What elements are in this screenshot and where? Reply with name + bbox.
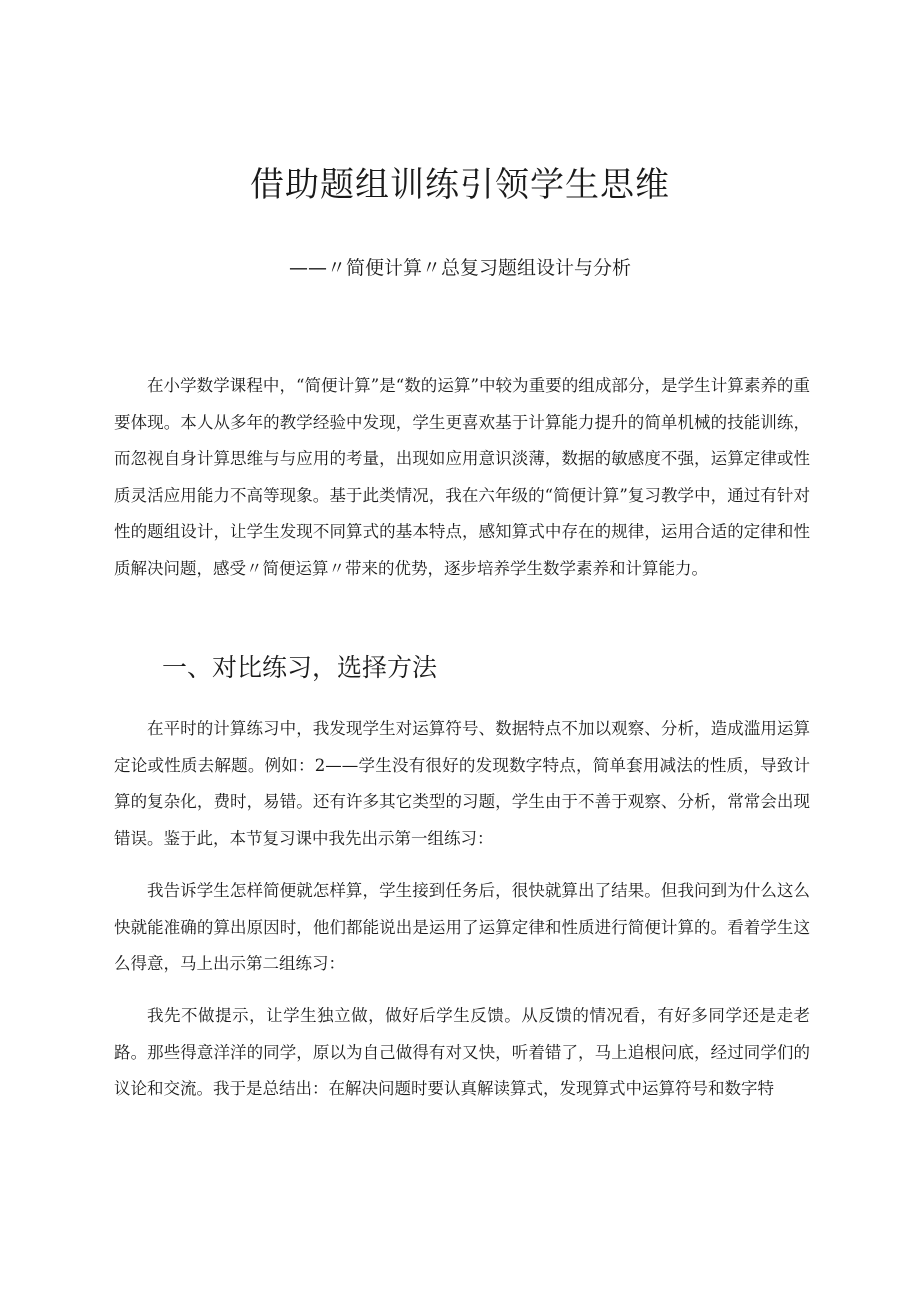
document-subtitle: ——〃简便计算〃总复习题组设计与分析 xyxy=(288,257,631,279)
intro-paragraph: 在小学数学课程中，“简便计算”是“数的运算”中较为重要的组成部分，是学生计算素养的重要体现。本人从多年的教学经验中发现，学生更喜欢基于计算能力提升的简单机械的技能训练，而忽视自身计算思维与与应用的考量，出现如应用意识淡薄，数据的敏感度不强，运算定律或性质灵活应用能力不高等现象。基于此类情况，我在六年级的“简便计算”复习教学中，通过有针对性的题组设计，让学生发现不同算式的基本特点，感知算式中存在的规律，运用合适的定律和性质解决问题，感受〃简便运算〃带来的优势，逐步培养学生数学素养和计算能力。 xyxy=(114,376,810,578)
section-paragraph: 在平时的计算练习中，我发现学生对运算符号、数据特点不加以观察、分析，造成滥用运算定论或性质去解题。例如：2——学生没有很好的发现数字特点，简单套用减法的性质，导致计算的复杂化，费时，易错。还有许多其它类型的习题，学生由于不善于观察、分析，常常会出现错误。鉴于此，本节复习课中我先出示第一组练习： xyxy=(114,719,810,848)
section-heading: 一、对比练习，选择方法 xyxy=(162,653,438,682)
section-paragraph: 我告诉学生怎样简便就怎样算，学生接到任务后，很快就算出了结果。但我问到为什么这么快就能准确的算出原因时，他们都能说出是运用了运算定律和性质进行简便计算的。看着学生这么得意，马上出示第二组练习： xyxy=(114,881,810,973)
document-title: 借助题组训练引领学生思维 xyxy=(250,165,670,205)
section-paragraph: 我先不做提示，让学生独立做，做好后学生反馈。从反馈的情况看，有好多同学还是走老路。那些得意洋洋的同学，原以为自己做得有对又快，听着错了，马上追根问底，经过同学们的议论和交流。我于是总结出：在解决问题时要认真解读算式，发现算式中运算符号和数字特 xyxy=(114,1006,810,1098)
